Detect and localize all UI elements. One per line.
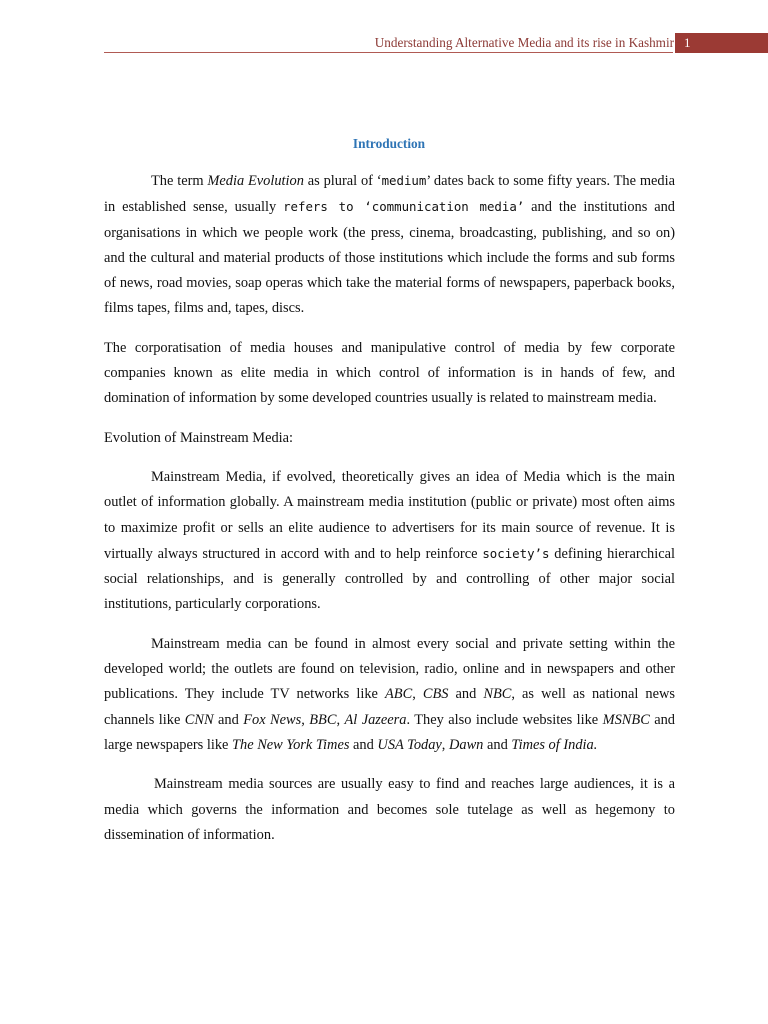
section-heading: Introduction [352, 136, 426, 151]
subheading: Evolution of Mainstream Media: [104, 429, 294, 446]
page-number-box [675, 33, 768, 53]
paragraph-1: The term Media Evolution as plural of ‘medium’ dates back to some fifty years. The media in established sense, usually refers to ‘communication media’ and the institutions and organisations in which we people work (the press, cinema, broadcasting, publishing, and so on) and the cultural and material products of those institutions which include the forms and sub forms of news, road movies, soap operas which take the material forms of newspapers, paperback books, films tapes, films and, tapes, discs. [104, 173, 675, 317]
paragraph-3: Mainstream Media, if evolved, theoretically gives an idea of Media which is the main outlet of information globally. A mainstream media institution (public or private) most often aims to maximize profit or sells an elite audience to advertisers for its main source of revenue. It is virtually always structured in accord with and to help reinforce society’s defining hierarchical social relationships, and is generally controlled by and controlling of other major social institutions, particularly corporations. [104, 468, 675, 613]
header-rule [104, 52, 673, 53]
paragraph-2: The corporatisation of media houses and manipulative control of media by few corporate companies known as elite media in which control of information is in hands of few, and domination of information by some developed countries usually is related to mainstream media. [104, 339, 675, 407]
paragraph-5: Mainstream media sources are usually easy to find and reaches large audiences, it is a media which governs the information and becomes sole tutelage as well as hegemony to dissemination of information. [104, 776, 675, 843]
paragraph-4: Mainstream media can be found in almost every social and private setting within the developed world; the outlets are found on television, radio, online and in newspapers and other publications. They include TV networks like ABC, CBS and NBC, as well as national news channels like CNN and Fox News, BBC, Al Jazeera. They also include websites like MSNBC and large newspapers like The New York Times and USA Today, Dawn and Times of India. [104, 635, 676, 753]
page-number: 1 [684, 35, 691, 50]
page-header [0, 33, 768, 53]
header-title: Understanding Alternative Media and its rise in Kashmir [374, 35, 674, 50]
body-text [104, 168, 675, 862]
